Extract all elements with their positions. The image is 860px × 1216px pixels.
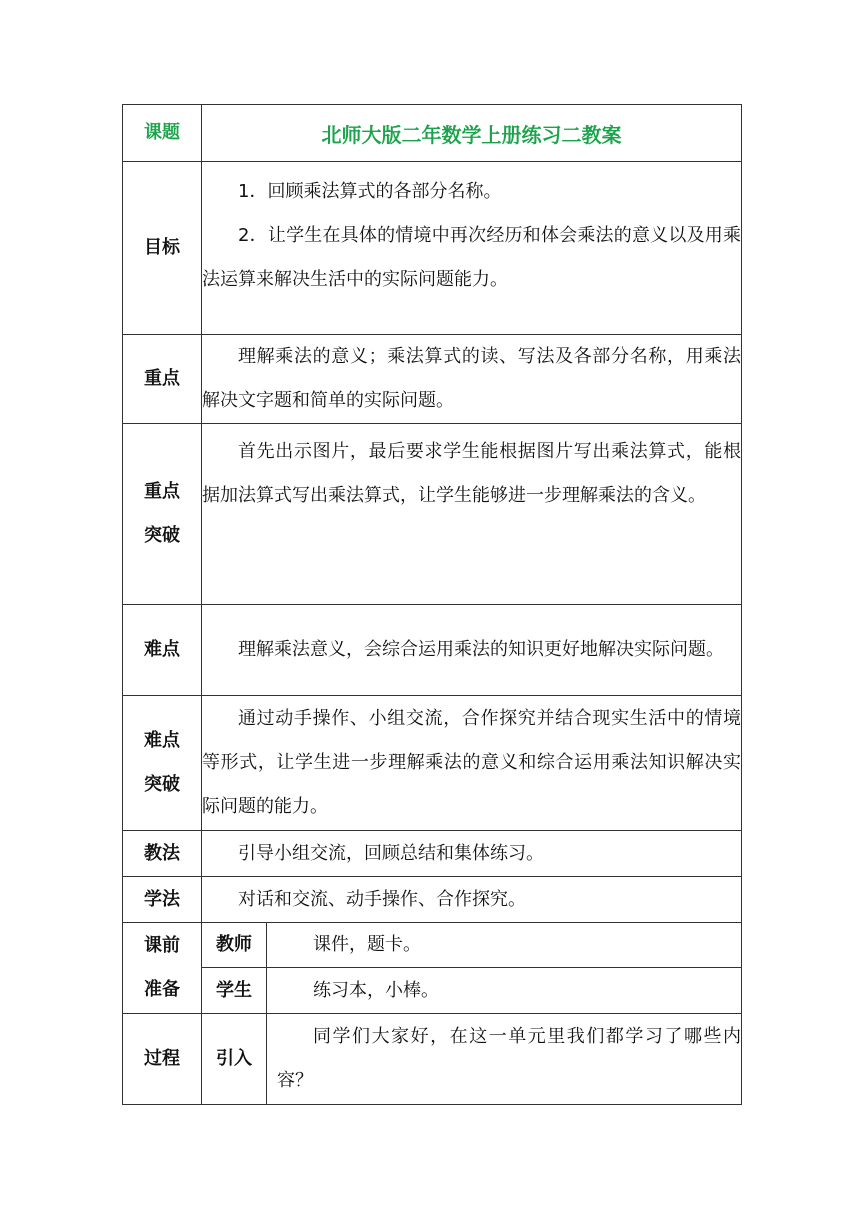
preparation-teacher-row (123, 923, 742, 968)
teaching-method-row (123, 831, 742, 877)
intro-label: 引入 (202, 1014, 267, 1105)
teacher-label: 教师 (202, 923, 267, 968)
key-points-label: 重点 (123, 335, 202, 424)
process-text: 同学们大家好，在这一单元里我们都学习了哪些内容？ (277, 1026, 741, 1091)
teaching-method-label: 教法 (123, 831, 202, 877)
difficulty-breakthrough-text: 通过动手操作、小组交流，合作探究并结合现实生活中的情境等形式，让学生进一步理解乘法的意义和综合运用乘法知识解决实际问题的能力。 (202, 708, 741, 817)
teacher-content (267, 923, 742, 968)
difficulty-breakthrough-label-line2: 突破 (144, 774, 180, 795)
goals-label: 目标 (123, 162, 202, 335)
lesson-plan-table (122, 104, 742, 1105)
goal-item-1: 1．回顾乘法算式的各部分名称。 (238, 181, 502, 202)
teaching-method-content (202, 831, 742, 877)
key-breakthrough-label-line1: 重点 (144, 481, 180, 502)
difficulty-content (202, 605, 742, 696)
learning-method-row (123, 877, 742, 923)
difficulty-breakthrough-label (123, 696, 202, 831)
process-row (123, 1014, 742, 1105)
process-content (267, 1014, 742, 1105)
title-row (123, 105, 742, 162)
difficulty-text: 理解乘法意义，会综合运用乘法的知识更好地解决实际问题。 (238, 639, 724, 660)
goals-content (202, 162, 742, 335)
student-content (267, 968, 742, 1014)
learning-method-content (202, 877, 742, 923)
teacher-text: 课件，题卡。 (313, 934, 421, 955)
difficulty-row (123, 605, 742, 696)
difficulty-breakthrough-content (202, 696, 742, 831)
preparation-label (123, 923, 202, 1014)
difficulty-label: 难点 (123, 605, 202, 696)
document-title: 北师大版二年数学上册练习二教案 (202, 105, 742, 162)
preparation-label-line1: 课前 (144, 935, 180, 956)
key-breakthrough-text: 首先出示图片，最后要求学生能根据图片写出乘法算式，能根据加法算式写出乘法算式，让学生能够进一步理解乘法的含义。 (202, 441, 741, 506)
difficulty-breakthrough-label-line1: 难点 (144, 730, 180, 751)
student-text: 练习本，小棒。 (313, 979, 439, 1001)
process-label: 过程 (123, 1014, 202, 1105)
goal-item-2: 2．让学生在具体的情境中再次经历和体会乘法的意义以及用乘法运算来解决生活中的实际问题能力。 (202, 225, 741, 290)
teaching-method-text: 引导小组交流，回顾总结和集体练习。 (238, 842, 544, 864)
key-breakthrough-label (123, 424, 202, 605)
goals-row (123, 162, 742, 335)
preparation-label-line2: 准备 (144, 979, 180, 1000)
key-breakthrough-label-line2: 突破 (144, 525, 180, 546)
difficulty-breakthrough-row (123, 696, 742, 831)
preparation-student-row (123, 968, 742, 1014)
key-breakthrough-content (202, 424, 742, 605)
key-breakthrough-row (123, 424, 742, 605)
key-points-row (123, 335, 742, 424)
key-points-content (202, 335, 742, 424)
topic-label: 课题 (123, 105, 202, 162)
key-points-text: 理解乘法的意义；乘法算式的读、写法及各部分名称，用乘法解决文字题和简单的实际问题。 (202, 346, 741, 411)
learning-method-label: 学法 (123, 877, 202, 923)
student-label: 学生 (202, 968, 267, 1014)
learning-method-text: 对话和交流、动手操作、合作探究。 (238, 888, 526, 910)
